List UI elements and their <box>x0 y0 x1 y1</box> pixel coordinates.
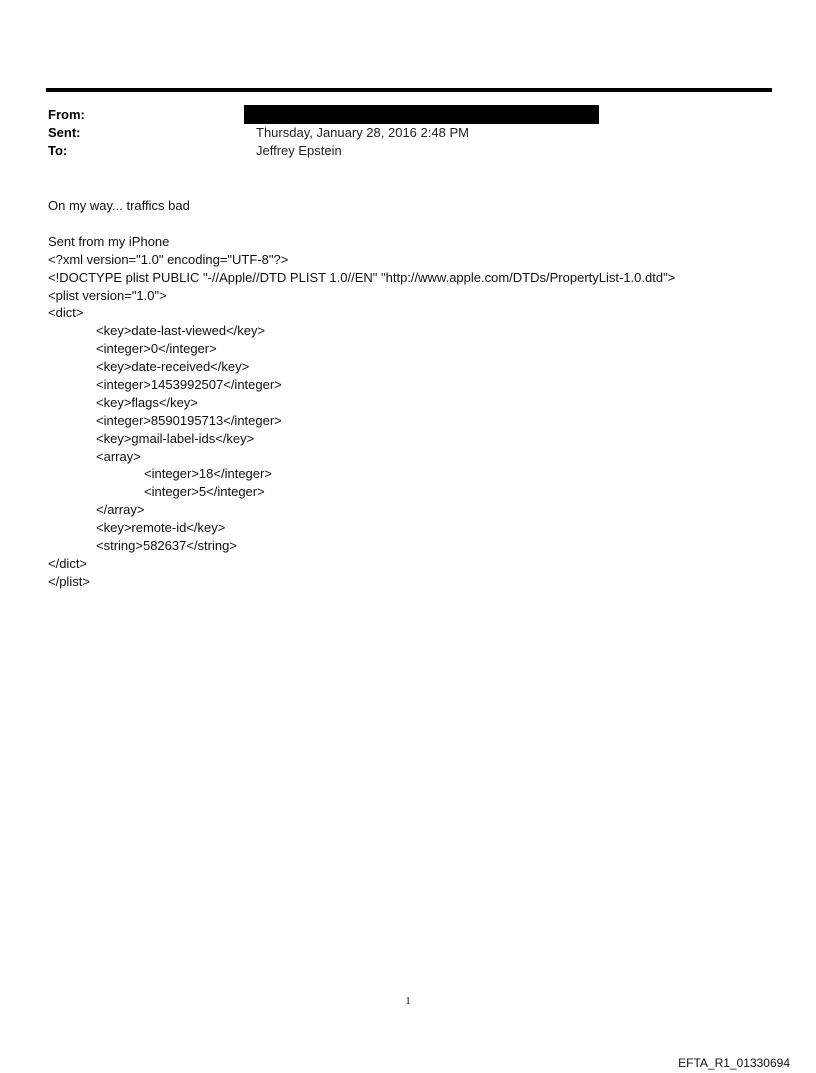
email-header <box>48 106 748 160</box>
redaction-bar <box>244 105 599 124</box>
plist-line: </array> <box>96 502 145 518</box>
plist-line: <key>date-received</key> <box>96 359 250 375</box>
plist-line: <!DOCTYPE plist PUBLIC "-//Apple//DTD PLIST 1.0//EN" "http://www.apple.com/DTDs/PropertyList-1.0.dtd"> <box>48 269 676 285</box>
plist-line: <?xml version="1.0" encoding="UTF-8"?> <box>48 251 289 267</box>
to-value: Jeffrey Epstein <box>256 143 342 158</box>
plist-line: </dict> <box>48 555 88 571</box>
plist-line: <integer>8590195713</integer> <box>96 412 282 428</box>
sent-label: Sent: <box>48 125 81 140</box>
paragraph-spacer <box>48 215 778 233</box>
plist-line: <integer>5</integer> <box>144 484 265 500</box>
to-row <box>48 142 748 160</box>
plist-line: <integer>1453992507</integer> <box>96 377 282 393</box>
plist-line: <integer>18</integer> <box>144 466 272 482</box>
sent-value: Thursday, January 28, 2016 2:48 PM <box>256 125 469 140</box>
plist-line: <key>gmail-label-ids</key> <box>96 430 255 446</box>
header-divider-rule <box>46 88 772 92</box>
from-row <box>48 106 748 124</box>
plist-line: <plist version="1.0"> <box>48 287 167 303</box>
message-text: On my way... traffics bad <box>48 198 190 213</box>
plist-line: <array> <box>96 448 141 464</box>
plist-line: <key>remote-id</key> <box>96 520 226 536</box>
bates-number: EFTA_R1_01330694 <box>678 1056 790 1070</box>
plist-line: <key>flags</key> <box>96 394 198 410</box>
signature-text: Sent from my iPhone <box>48 233 170 249</box>
plist-line: <string>582637</string> <box>96 538 237 554</box>
to-label: To: <box>48 143 68 158</box>
plist-line: <dict> <box>48 305 84 321</box>
page-number: 1 <box>405 995 411 1007</box>
sent-row <box>48 124 748 142</box>
plist-line: </plist> <box>48 573 90 589</box>
plist-line: <key>date-last-viewed</key> <box>96 323 266 339</box>
plist-line: <integer>0</integer> <box>96 341 217 357</box>
email-body <box>48 197 778 591</box>
from-label: From: <box>48 107 85 122</box>
